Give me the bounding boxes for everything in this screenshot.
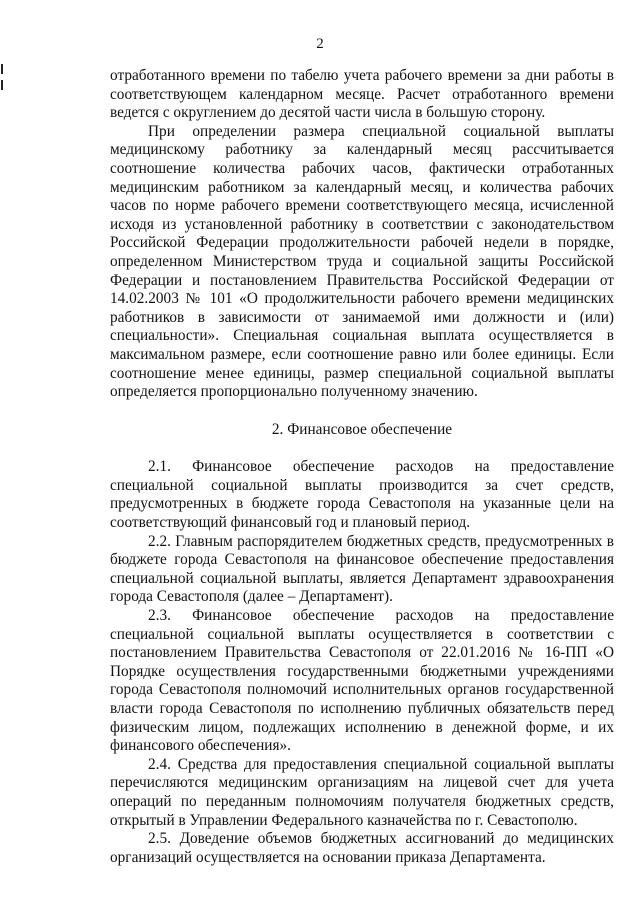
document-body [110,67,614,867]
clause-2-4: 2.4. Средства для предоставления специальной социальной выплаты перечисляются медицинским организациям на лицевой счет для учета операций по переданным полномочиям получателя бюджетных средств, открытый в Управлении Федерального казначейства по г. Севастополю. [110,755,614,829]
margin-mark [1,80,3,90]
margin-mark [1,64,3,74]
clause-2-3: 2.3. Финансовое обеспечение расходов на предоставление специальной социальной выплаты осуществляется в соответствии с постановлением Правительства Севастополя от 22.01.2016 № 16-ПП «О Порядке осуществления государственными бюджетными учреждениями города Севастополя полномочий исполнительных органов государственной власти города Севастополя по исполнению публичных обязательств перед физическим лицом, подлежащих исполнению в денежной форме, и их финансового обеспечения». [110,607,614,755]
clause-2-2: 2.2. Главным распорядителем бюджетных средств, предусмотренных в бюджете города Севастополя на финансовое обеспечение предоставления специальной социальной выплаты, является Департамент здравоохранения города Севастополя (далее – Департамент). [110,532,614,606]
clause-2-1: 2.1. Финансовое обеспечение расходов на предоставление специальной социальной выплаты производится за счет средств, предусмотренных в бюджете города Севастополя на указанные цели на соответствующий финансовый год и плановый период. [110,458,614,532]
clause-2-5: 2.5. Доведение объемов бюджетных ассигнований до медицинских организаций осуществляется на основании приказа Департамента. [110,830,614,866]
page-number: 2 [316,36,324,52]
paragraph-ratio-calculation: При определении размера специальной социальной выплаты медицинскому работнику за календарный месяц рассчитывается соотношение количества рабочих часов, фактически отработанных медицинским работником за календарный месяц, и количества рабочих часов по норме рабочего времени соответствующего месяца, исчисленной исходя из установленной работнику в соответствии с законодательством Российской Федерации продолжительности рабочей недели в порядке, определенном Министерством труда и социальной защиты Российской Федерации и постановлением Правительства Российской Федерации от 14.02.2003 № 101 «О продолжительности рабочего времени медицинских работников в зависимости от занимаемой ими должности и (или) специальности». Специальная социальная выплата осуществляется в максимальном размере, если соотношение равно или более единицы. Если соотношение менее единицы, размер специальной социальной выплаты определяется пропорционально полученному значению. [110,122,614,401]
paragraph-continued: отработанного времени по табелю учета рабочего времени за дни работы в соответствующем календарном месяце. Расчет отработанного времени ведется с округлением до десятой части числа в большую сторону. [110,67,614,122]
section-heading: 2. Финансовое обеспечение [271,420,453,438]
